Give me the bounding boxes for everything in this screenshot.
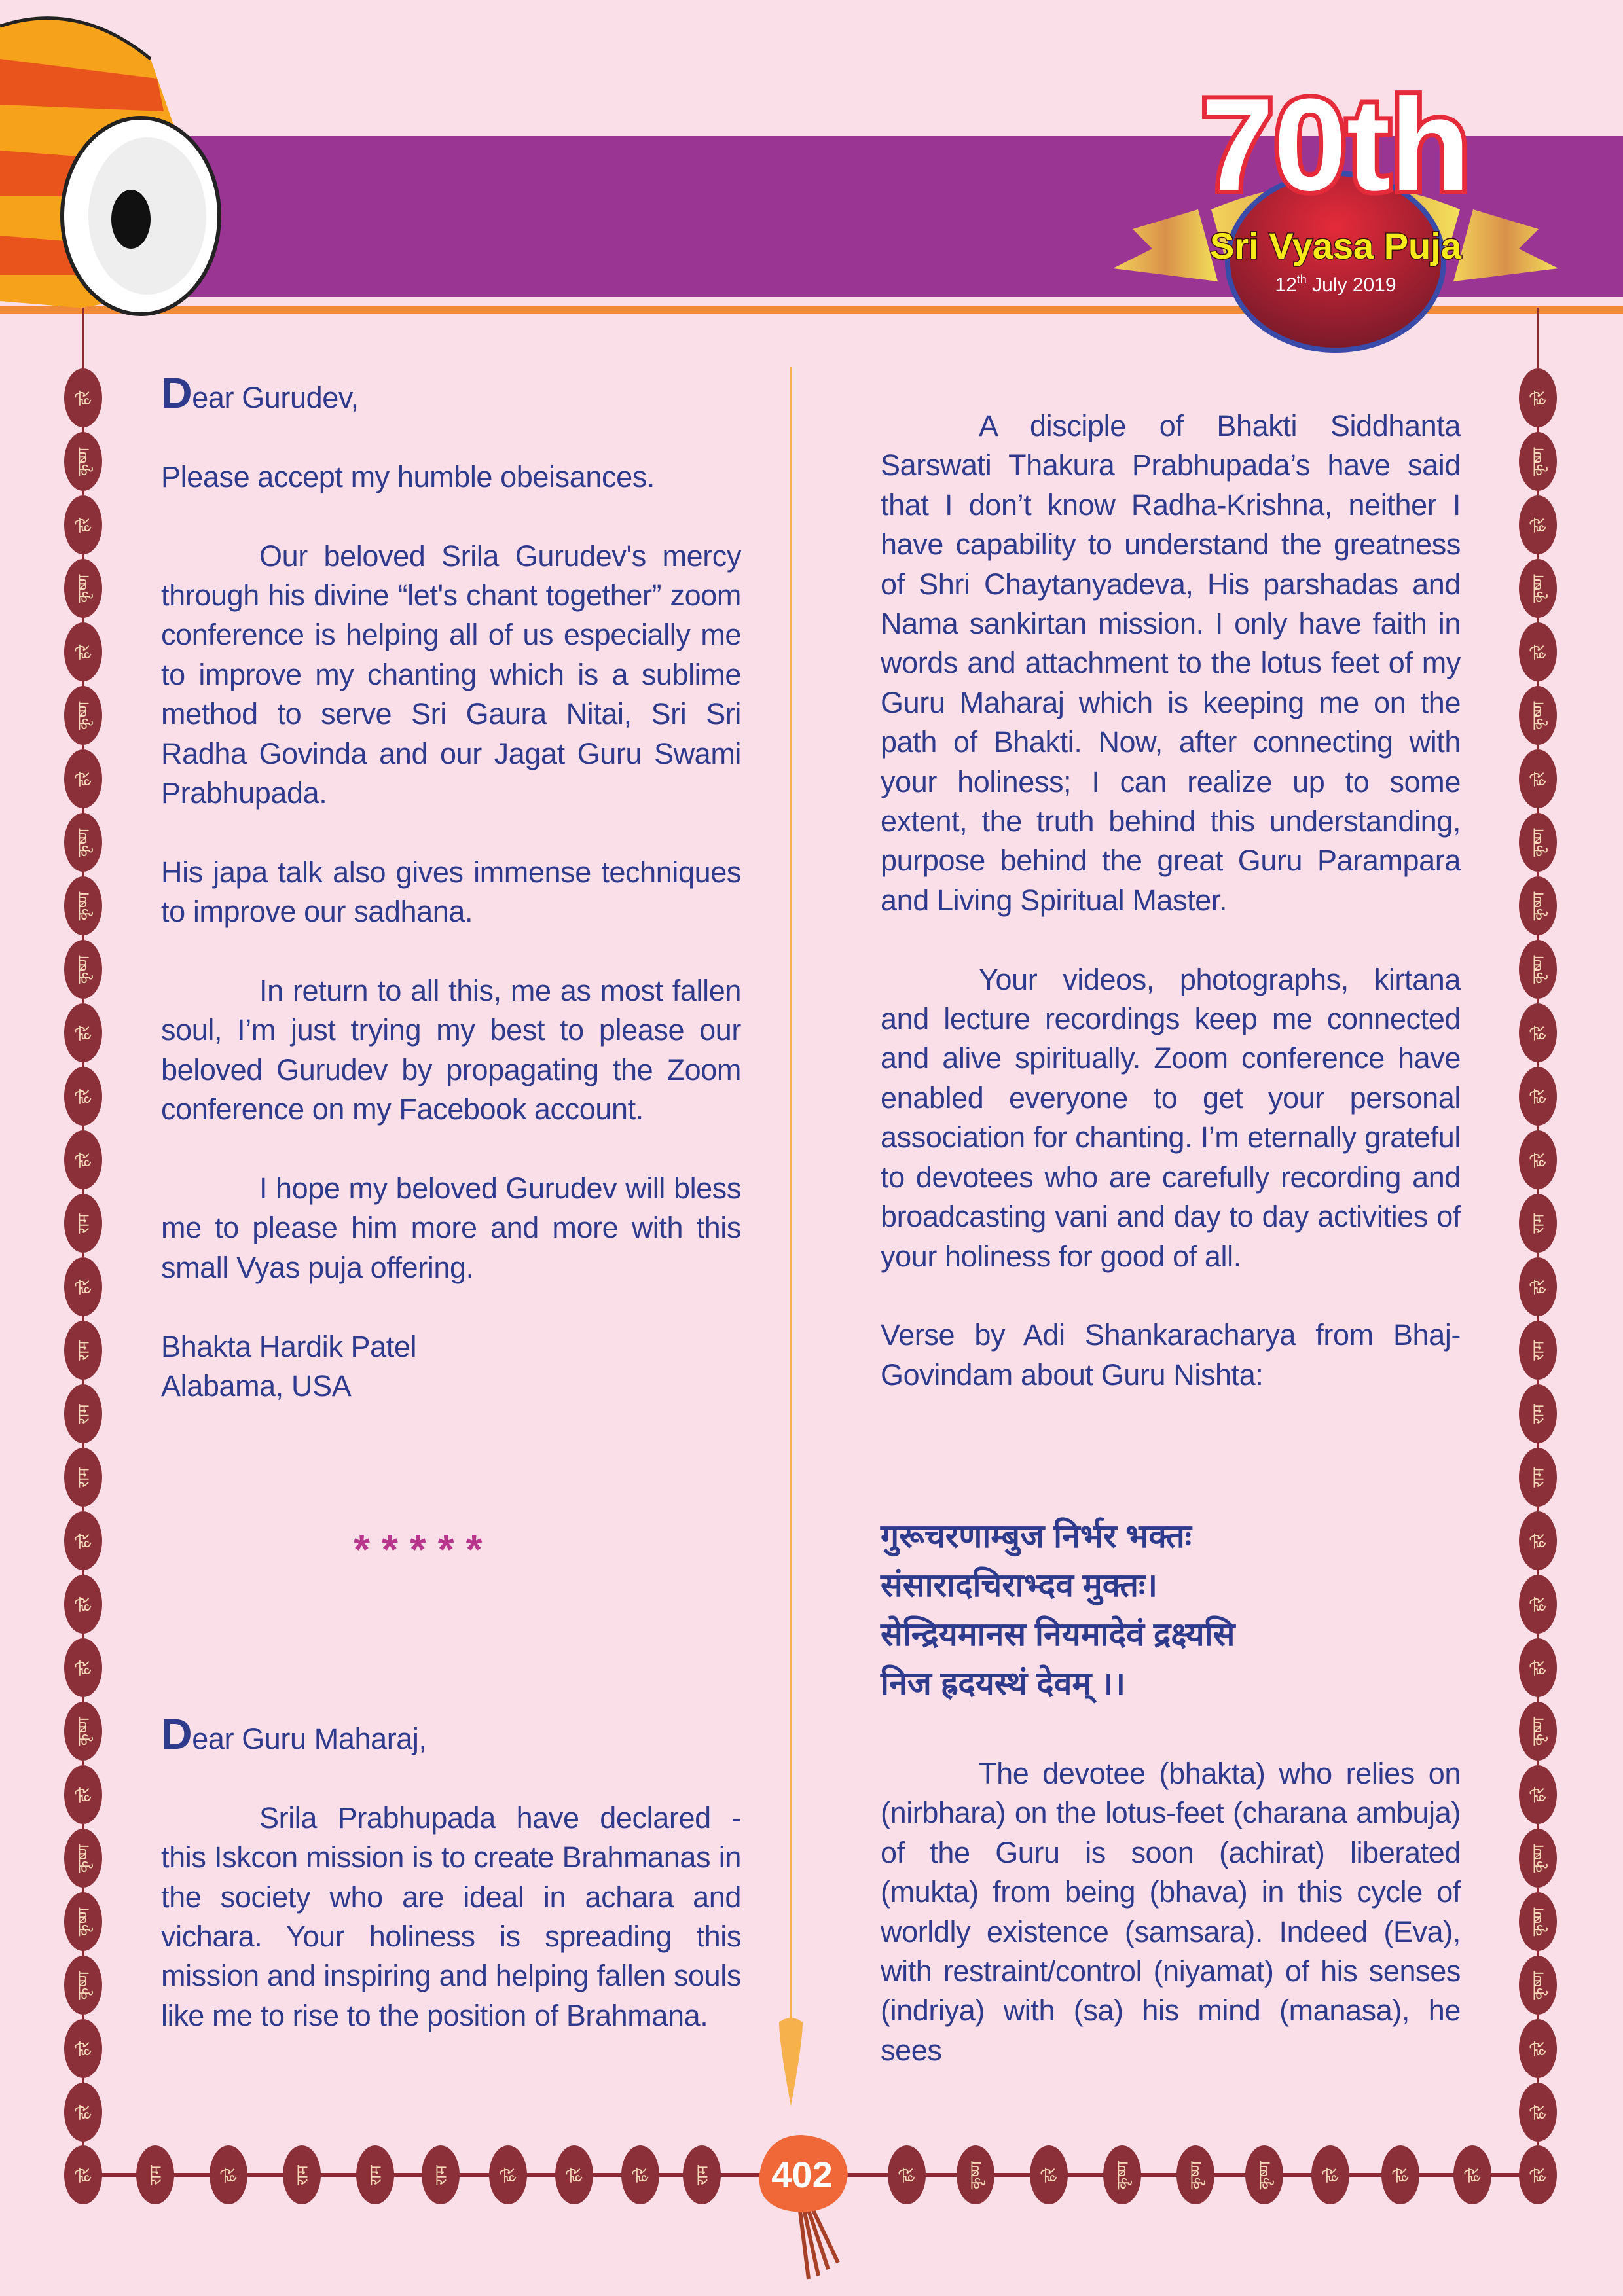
bead-label: कृष्ण: [1114, 2161, 1132, 2189]
badge-date: 12th July 2019: [1275, 273, 1396, 296]
mala-bead: [1519, 876, 1557, 935]
mala-bead: [64, 1003, 102, 1062]
paragraph: Our beloved Srila Gurudev's mercy through his divine “let's chant together” zoom conference is helping all of us especially me to improve my chanting which is a sublime method to serve Sri Gaura Nitai, Sri Sri Radha Govinda and our Jagat Guru Swami Prabhupada.: [161, 539, 741, 810]
mala-bead: [64, 2145, 102, 2204]
mala-bead: [1030, 2145, 1068, 2204]
mala-bead: [1519, 1130, 1557, 1189]
mala-bead: [1519, 1448, 1557, 1507]
mala-bead: [136, 2145, 174, 2204]
bead-label: कृष्ण: [1529, 828, 1548, 857]
bead-label: हरे: [898, 2167, 917, 2183]
bead-label: कृष्ण: [75, 1717, 93, 1746]
bead-label: कृष्ण: [1529, 701, 1548, 730]
bead-label: कृष्ण: [1187, 2161, 1205, 2189]
mala-bead: [64, 1257, 102, 1316]
paragraph: I hope my beloved Gurudev will bless me to please him more and more with this small Vyas puja offering.: [161, 1172, 741, 1284]
bead-label: हरे: [75, 2041, 93, 2056]
mala-bead: [1519, 1511, 1557, 1570]
mala-bead: [1519, 749, 1557, 808]
bead-label: कृष्ण: [1529, 891, 1548, 920]
mala-bead: [1176, 2145, 1214, 2204]
bead-label: राम: [367, 2164, 385, 2185]
bead-label: राम: [432, 2164, 450, 2185]
bead-label: कृष्ण: [1529, 1717, 1548, 1746]
bead-label: कृष्ण: [75, 1971, 93, 2000]
bead-label: कृष्ण: [1529, 1907, 1548, 1936]
verse-line: सेन्द्रियमानस नियमादेवं द्रक्ष्यसि: [881, 1616, 1235, 1653]
mala-bead: [64, 1956, 102, 2015]
bead-label: राम: [147, 2164, 165, 2185]
paragraph: A disciple of Bhakti Siddhanta Sarswati Thakura Prabhupada’s have said that I don’t know Radha-Krishna, neither I have capability to understand the greatness of Shri Chaytanyadeva, His parshadas and Nama sankirtan mission. I only have faith in words and attachment to the lotus feet of my Guru Maharaj which is keeping me on the path of Bhakti. Now, after connecting with your holiness; I can realize up to some extent, the truth behind this understanding, purpose behind the great Guru Parampara and Living Spiritual Master.: [881, 409, 1461, 917]
page-number: 402: [771, 2153, 833, 2195]
mala-bead: [1519, 432, 1557, 491]
bead-label: हरे: [75, 1025, 93, 1041]
bead-label: हरे: [75, 1533, 93, 1549]
paragraph: The devotee (bhakta) who relies on (nirbhara) on the lotus-feet (charana ambuja) of the Guru is soon (achirat) liberated (mukta) from being (bhava) in this cycle of worldly existence (samsara). Indeed (Eva), with restraint/control (niyamat) of his senses (indriya) with (sa) his mind (manasa), he sees: [881, 1757, 1461, 2067]
mala-bead: [356, 2145, 394, 2204]
verse-translation: [881, 1754, 1461, 2110]
mala-bead: [64, 1765, 102, 1824]
bead-label: कृष्ण: [75, 955, 93, 984]
signature-name: Bhakta Hardik Patel: [161, 1329, 417, 1363]
mala-bead: [64, 749, 102, 808]
bead-label: हरे: [1529, 1596, 1548, 1612]
mala-bead: [1519, 2083, 1557, 2142]
bead-label: हरे: [1529, 1787, 1548, 1803]
bead-label: कृष्ण: [1529, 447, 1548, 476]
bead-label: हरे: [1529, 1279, 1548, 1295]
mala-bead: [64, 622, 102, 681]
bead-label: हरे: [220, 2167, 238, 2183]
anniversary-badge: [1106, 65, 1565, 353]
bead-label: हरे: [75, 2167, 93, 2183]
bead-label: हरे: [1529, 2167, 1548, 2183]
mala-bead: [210, 2145, 247, 2204]
mala-bead: [64, 1067, 102, 1126]
mala-bead: [64, 1511, 102, 1570]
mala-bead: [1311, 2145, 1349, 2204]
bead-label: राम: [1529, 1340, 1548, 1361]
bead-label: हरे: [75, 2104, 93, 2120]
bead-label: हरे: [1529, 644, 1548, 660]
bead-label: कृष्ण: [75, 447, 93, 476]
bead-label: हरे: [1529, 771, 1548, 787]
mala-bead: [1519, 1003, 1557, 1062]
badge-number: 70th: [1201, 72, 1470, 218]
mala-bead: [1519, 1384, 1557, 1443]
column-divider: [790, 367, 792, 2022]
bead-label: कृष्ण: [75, 891, 93, 920]
mala-bead: [489, 2145, 527, 2204]
verse-line: गुरूचरणाम्बुज निर्भर भक्तः: [881, 1518, 1192, 1554]
bead-label: हरे: [75, 644, 93, 660]
paragraph: His japa talk also gives immense techniques to improve our sadhana.: [161, 855, 741, 929]
bead-label: हरे: [1529, 2041, 1548, 2056]
bead-label: कृष्ण: [75, 1907, 93, 1936]
bead-label: हरे: [75, 1088, 93, 1104]
bead-label: राम: [693, 2164, 712, 2185]
paragraph: Your videos, photographs, kirtana and lecture recordings keep me connected and alive spiritually. Zoom conference have enabled everyone to get your personal association for chanting. I’m eternally grateful to devotees who are carefully recording and broadcasting vani and day to day activities of your holiness for good of all.: [881, 962, 1461, 1273]
mala-bead: [64, 686, 102, 745]
bead-label: राम: [75, 1213, 93, 1234]
mala-bead: [64, 432, 102, 491]
badge-title: Sri Vyasa Puja: [1210, 225, 1461, 266]
bead-label: हरे: [75, 390, 93, 406]
bead-label: कृष्ण: [1256, 2161, 1274, 2189]
bead-label: हरे: [1529, 1088, 1548, 1104]
mala-bead: [1519, 622, 1557, 681]
bead-label: हरे: [75, 1787, 93, 1803]
mridanga-drum-icon: [0, 0, 249, 321]
mala-bead: [64, 2019, 102, 2078]
bead-label: हरे: [1529, 1152, 1548, 1168]
bead-label: हरे: [75, 771, 93, 787]
verse-intro: Verse by Adi Shankaracharya from Bhaj-Govindam about Guru Nishta:: [881, 1318, 1461, 1391]
mala-bead: [1519, 1194, 1557, 1253]
bead-label: कृष्ण: [1529, 574, 1548, 603]
mala-bead: [1519, 1067, 1557, 1126]
bead-label: हरे: [632, 2167, 650, 2183]
tilak-drop-icon: [776, 2016, 805, 2108]
bead-label: हरे: [566, 2167, 584, 2183]
bead-label: कृष्ण: [75, 574, 93, 603]
mala-bead: [1519, 368, 1557, 427]
mala-bead: [1519, 559, 1557, 618]
mala-bead: [1519, 1257, 1557, 1316]
mala-bead: [422, 2145, 460, 2204]
mala-bead: [64, 368, 102, 427]
bead-label: हरे: [75, 1152, 93, 1168]
mala-bead: [1453, 2145, 1491, 2204]
bead-label: हरे: [1392, 2167, 1410, 2183]
mala-bead: [555, 2145, 593, 2204]
mala-bead: [64, 1575, 102, 1634]
bead-label: हरे: [1529, 1660, 1548, 1676]
bead-label: हरे: [75, 1660, 93, 1676]
mala-bead: [1519, 1702, 1557, 1761]
bead-label: हरे: [1529, 517, 1548, 533]
mala-bead: [1519, 1638, 1557, 1697]
mala-bead: [1519, 686, 1557, 745]
bead-label: राम: [75, 1340, 93, 1361]
mala-bead: [1519, 1765, 1557, 1824]
mala-bead: [1519, 2019, 1557, 2078]
mala-bead: [957, 2145, 994, 2204]
mala-bead: [1519, 813, 1557, 872]
mala-bead: [64, 1638, 102, 1697]
mala-bead: [1103, 2145, 1141, 2204]
bead-label: राम: [1529, 1403, 1548, 1424]
letter-2: [161, 1710, 741, 2075]
mala-bead: [64, 1130, 102, 1189]
bead-label: राम: [293, 2164, 312, 2185]
mala-bead: [1519, 940, 1557, 999]
mala-bead: [64, 1892, 102, 1951]
mala-bead: [1519, 2145, 1557, 2204]
bead-label: हरे: [500, 2167, 518, 2183]
sanskrit-verse: [881, 1512, 1235, 1708]
mala-bead: [1519, 1956, 1557, 2015]
bead-label: हरे: [1529, 2104, 1548, 2120]
mala-bead: [283, 2145, 321, 2204]
mala-bead: [64, 495, 102, 554]
mala-bead: [64, 1448, 102, 1507]
mala-bead: [1519, 495, 1557, 554]
section-separator: *****: [354, 1526, 494, 1573]
page-number-badge: [746, 2135, 858, 2214]
signature-place: Alabama, USA: [161, 1369, 352, 1403]
mala-bead: [1245, 2145, 1283, 2204]
mala-bead: [621, 2145, 659, 2204]
mala-bead: [1519, 1575, 1557, 1634]
bead-label: हरे: [1322, 2167, 1340, 2183]
bead-label: राम: [1529, 1213, 1548, 1234]
mala-bead: [683, 2145, 721, 2204]
bead-label: हरे: [1040, 2167, 1059, 2183]
mala-bead: [1381, 2145, 1419, 2204]
bead-label: कृष्ण: [75, 1844, 93, 1873]
mala-bead: [64, 1194, 102, 1253]
mala-bead: [64, 876, 102, 935]
verse-line: निज ह्रदयस्थं देवम् ।।: [881, 1665, 1126, 1702]
bead-label: हरे: [1464, 2167, 1482, 2183]
bead-label: कृष्ण: [1529, 955, 1548, 984]
mala-bead: [64, 559, 102, 618]
bead-label: हरे: [1529, 1025, 1548, 1041]
bead-label: हरे: [1529, 390, 1548, 406]
bead-label: राम: [75, 1403, 93, 1424]
right-column: [881, 406, 1461, 1435]
mala-bead: [64, 1384, 102, 1443]
bead-label: राम: [1529, 1467, 1548, 1488]
mala-bead: [1519, 1892, 1557, 1951]
bead-label: कृष्ण: [75, 828, 93, 857]
bead-label: हरे: [75, 1279, 93, 1295]
bead-label: राम: [75, 1467, 93, 1488]
bead-label: कृष्ण: [967, 2161, 985, 2189]
paragraph: In return to all this, me as most fallen soul, I’m just trying my best to please our beloved Gurudev by propagating the Zoom conference on my Facebook account.: [161, 974, 741, 1126]
bead-label: हरे: [75, 517, 93, 533]
mala-bead: [64, 1321, 102, 1380]
bead-label: कृष्ण: [1529, 1844, 1548, 1873]
salutation: Dear Gurudev,: [161, 368, 359, 417]
bead-label: हरे: [75, 1596, 93, 1612]
letter-1: [161, 368, 741, 1406]
mala-bead: [64, 1702, 102, 1761]
bead-label: कृष्ण: [75, 701, 93, 730]
mala-bead: [64, 1829, 102, 1888]
bead-label: कृष्ण: [1529, 1971, 1548, 2000]
paragraph: Please accept my humble obeisances.: [161, 459, 655, 493]
mala-bead: [64, 813, 102, 872]
verse-line: संसारादचिराभ्दव मुक्तः।: [881, 1567, 1158, 1604]
paragraph: Srila Prabhupada have declared - this Iskcon mission is to create Brahmanas in the society who are ideal in achara and vichara. Your holiness is spreading this mission and inspiring and helping fallen souls like me to rise to the position of Brahmana.: [161, 1801, 741, 2032]
mala-bead: [1519, 1829, 1557, 1888]
mala-bead: [1519, 1321, 1557, 1380]
salutation: Dear Guru Maharaj,: [161, 1710, 427, 1758]
mala-bead: [64, 940, 102, 999]
mala-bead: [64, 2083, 102, 2142]
mala-bead: [888, 2145, 926, 2204]
bead-label: हरे: [1529, 1533, 1548, 1549]
